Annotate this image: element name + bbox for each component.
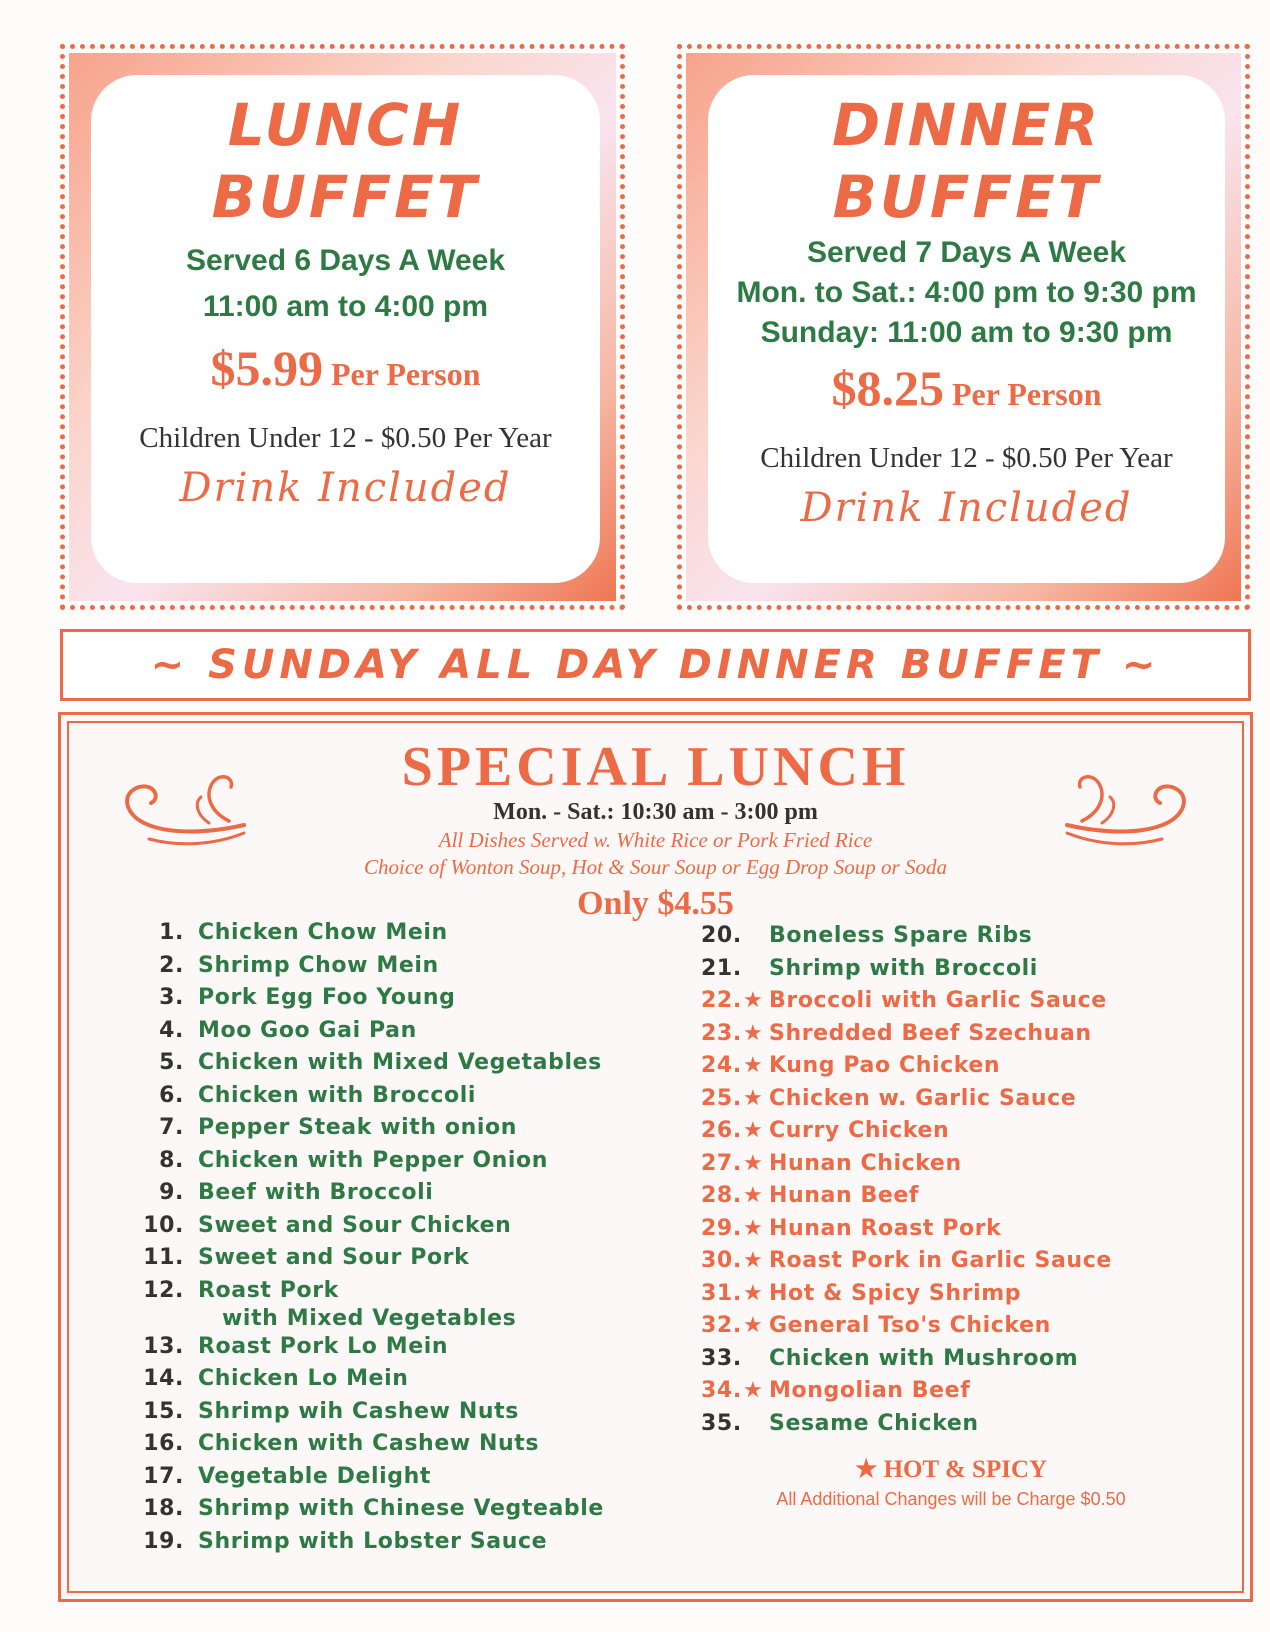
menu-item xyxy=(701,1215,1221,1248)
menu-item xyxy=(701,987,1221,1020)
menu-item-name xyxy=(198,1495,604,1528)
menu-item xyxy=(136,952,656,985)
menu-list-left xyxy=(136,919,656,1560)
menu-item xyxy=(136,1333,656,1366)
menu-item-name-text: Pork Egg Foo Young xyxy=(198,985,456,1010)
menu-item-name-text: Shrimp with Broccoli xyxy=(769,955,1038,981)
menu-item xyxy=(701,1280,1221,1313)
menu-item-name xyxy=(769,955,1038,988)
dinner-buffet-title xyxy=(708,89,1225,233)
menu-item-name-line2: with Mixed Vegetables xyxy=(222,1305,517,1331)
hot-spicy-star-icon: ★ xyxy=(743,1280,764,1306)
menu-item-name-text: Roast Pork in Garlic Sauce xyxy=(769,1248,1112,1273)
menu-item-name-text: Chicken w. Garlic Sauce xyxy=(769,1085,1077,1111)
menu-item-name-text: Chicken with Cashew Nuts xyxy=(198,1431,540,1456)
menu-item-name-text: Moo Goo Gai Pan xyxy=(198,1017,417,1043)
hot-spicy-star-icon: ★ xyxy=(743,1248,764,1273)
menu-item-name xyxy=(769,1117,949,1150)
menu-item-name-text: Shredded Beef Szechuan xyxy=(769,1020,1092,1046)
menu-item xyxy=(701,922,1221,955)
lunch-per-person: Per Person xyxy=(330,356,481,392)
menu-item-name-text: Hot & Spicy Shrimp xyxy=(769,1280,1022,1306)
special-lunch-soup-note: Choice of Wonton Soup, Hot & Sour Soup or Egg Drop Soup or Soda xyxy=(364,855,947,879)
menu-item-number: 24. xyxy=(701,1053,742,1078)
menu-item-number: 5. xyxy=(159,1050,184,1075)
menu-item-name-text: Roast Pork Lo Mein xyxy=(198,1333,449,1359)
special-lunch-hours: Mon. - Sat.: 10:30 am - 3:00 pm xyxy=(493,799,818,825)
menu-item xyxy=(136,1528,656,1561)
hot-spicy-legend: ★ HOT & SPICY xyxy=(854,1456,1048,1483)
menu-item xyxy=(136,1398,656,1431)
menu-item xyxy=(701,1377,1221,1410)
menu-item-name xyxy=(198,1082,476,1115)
hot-spicy-star-icon: ★ xyxy=(743,1313,764,1338)
lunch-served-days: Served 6 Days A Week xyxy=(185,244,506,277)
hot-spicy-star-icon: ★ xyxy=(743,1215,764,1241)
menu-item-name-text: Pepper Steak with onion xyxy=(198,1115,517,1140)
menu-item-name xyxy=(769,1345,1078,1378)
menu-item-number: 17. xyxy=(143,1463,184,1489)
menu-item xyxy=(701,1247,1221,1280)
special-lunch-rice-note: All Dishes Served w. White Rice or Pork Fried Rice xyxy=(438,828,873,852)
lunch-title-line1: LUNCH xyxy=(227,91,464,159)
menu-item xyxy=(701,1117,1221,1150)
dinner-buffet-box xyxy=(677,44,1250,610)
star-spacer xyxy=(743,955,769,988)
menu-item-number: 34. xyxy=(701,1378,742,1403)
menu-item-number: 33. xyxy=(701,1345,742,1371)
special-lunch-box xyxy=(58,712,1253,1602)
star-spacer xyxy=(743,1410,769,1443)
menu-item-name xyxy=(198,984,455,1017)
star-spacer xyxy=(743,1345,769,1378)
menu-item-number: 18. xyxy=(143,1496,184,1521)
dinner-buffet-content xyxy=(708,75,1225,583)
hot-spicy-star-icon: ★ xyxy=(743,988,764,1013)
menu-item-name-text: Chicken Lo Mein xyxy=(198,1366,409,1391)
menu-item-name xyxy=(769,1182,919,1215)
menu-item-number: 19. xyxy=(143,1528,184,1554)
menu-item-name xyxy=(769,922,1032,955)
menu-item-number: 28. xyxy=(701,1183,742,1208)
menu-item-name xyxy=(769,1410,979,1443)
menu-item-name xyxy=(198,1528,547,1561)
menu-item xyxy=(701,1345,1221,1378)
menu-item-number: 11. xyxy=(143,1245,184,1270)
menu-item xyxy=(136,1277,656,1333)
menu-item xyxy=(701,1052,1221,1085)
dinner-price-row xyxy=(708,357,1225,432)
menu-item-number: 12. xyxy=(143,1277,184,1303)
hot-spicy-star-icon: ★ xyxy=(743,1053,764,1078)
lunch-price-row xyxy=(91,337,600,412)
menu-item xyxy=(136,1082,656,1115)
menu-item-number: 23. xyxy=(701,1020,742,1046)
menu-item-name xyxy=(769,1312,1051,1345)
menu-item-name-text: Shrimp with Chinese Vegteable xyxy=(198,1496,604,1521)
additional-charge-note: All Additional Changes will be Charge $0.50 xyxy=(776,1489,1126,1509)
menu-item-name-text: Vegetable Delight xyxy=(198,1463,432,1489)
dinner-per-person: Per Person xyxy=(951,376,1102,412)
menu-item-name xyxy=(198,919,448,952)
menu-item-number: 25. xyxy=(701,1085,742,1111)
menu-item-name-text: Mongolian Beef xyxy=(769,1378,971,1403)
special-lunch-title: SPECIAL LUNCH xyxy=(401,736,910,798)
menu-item xyxy=(136,1463,656,1496)
hot-spicy-star-icon: ★ xyxy=(743,1150,764,1176)
menu-item-name-text: Roast Pork xyxy=(198,1277,339,1303)
menu-item-name-text: Chicken with Broccoli xyxy=(198,1082,476,1108)
menu-item-name-text: Shrimp wih Cashew Nuts xyxy=(198,1398,519,1424)
hot-spicy-star-icon: ★ xyxy=(743,1118,764,1143)
lunch-buffet-content xyxy=(91,75,600,583)
menu-item xyxy=(136,919,656,952)
menu-item-name-text: Hunan Beef xyxy=(769,1183,920,1208)
menu-item xyxy=(136,1495,656,1528)
menu-item-name xyxy=(198,1430,539,1463)
menu-list-right xyxy=(701,922,1221,1442)
menu-item xyxy=(136,1049,656,1082)
menu-item xyxy=(136,1114,656,1147)
menu-item-number: 14. xyxy=(143,1366,184,1391)
menu-item-name xyxy=(769,1085,1076,1118)
menu-item-number: 4. xyxy=(159,1017,184,1043)
menu-item-name xyxy=(769,1215,1001,1248)
menu-item-name xyxy=(198,1147,548,1180)
menu-item xyxy=(136,1430,656,1463)
menu-item-name-text: Shrimp with Lobster Sauce xyxy=(198,1528,548,1554)
menu-item xyxy=(136,1244,656,1277)
lunch-buffet-box xyxy=(60,44,625,610)
lunch-buffet-title xyxy=(91,89,600,233)
menu-item-name xyxy=(769,1052,1000,1085)
menu-item-number: 29. xyxy=(701,1215,742,1241)
menu-item-number: 16. xyxy=(143,1431,184,1456)
menu-item-name-text: General Tso's Chicken xyxy=(769,1313,1051,1338)
menu-item xyxy=(701,1182,1221,1215)
menu-item-number: 20. xyxy=(701,923,742,948)
menu-item-name xyxy=(198,1365,408,1398)
menu-item-name xyxy=(769,1377,970,1410)
dinner-title-line2: BUFFET xyxy=(832,163,1101,231)
hot-spicy-star-icon: ★ xyxy=(743,1085,764,1111)
lunch-children-price: Children Under 12 - $0.50 Per Year xyxy=(139,422,552,454)
menu-item-name xyxy=(769,987,1107,1020)
menu-item xyxy=(136,1017,656,1050)
dinner-title-line1: DINNER xyxy=(831,91,1102,159)
menu-item-name xyxy=(198,1212,511,1245)
menu-item-name xyxy=(198,1244,469,1277)
menu-item-name xyxy=(198,1114,517,1147)
star-spacer xyxy=(743,922,769,955)
menu-item xyxy=(701,1150,1221,1183)
menu-item-name xyxy=(769,1020,1092,1053)
menu-item-number: 8. xyxy=(159,1147,184,1173)
menu-item-number: 35. xyxy=(701,1410,742,1436)
menu-item-name xyxy=(198,1398,519,1431)
menu-item-name-text: Chicken with Mixed Vegetables xyxy=(198,1050,602,1075)
hot-spicy-star-icon: ★ xyxy=(743,1378,764,1403)
menu-item xyxy=(701,1020,1221,1053)
menu-item xyxy=(136,1147,656,1180)
dinner-drink-included: Drink Included xyxy=(800,485,1133,531)
menu-item-number: 21. xyxy=(701,955,742,981)
lunch-price: $5.99 xyxy=(210,340,323,396)
menu-item-number: 15. xyxy=(143,1398,184,1424)
menu-item-name-text: Boneless Spare Ribs xyxy=(769,923,1033,948)
lunch-drink-included: Drink Included xyxy=(179,465,512,511)
menu-item-name xyxy=(198,1277,516,1333)
menu-item-name xyxy=(769,1150,962,1183)
menu-item-name xyxy=(198,1333,448,1366)
menu-item-number: 2. xyxy=(159,952,184,978)
menu-item xyxy=(701,1085,1221,1118)
menu-item-number: 7. xyxy=(159,1115,184,1140)
menu-item-name-text: Kung Pao Chicken xyxy=(769,1053,1001,1078)
menu-item xyxy=(136,1365,656,1398)
menu-item-number: 13. xyxy=(143,1333,184,1359)
menu-item-number: 27. xyxy=(701,1150,742,1176)
menu-item-name-text: Sesame Chicken xyxy=(769,1410,979,1436)
menu-item-number: 1. xyxy=(159,920,184,945)
dinner-price: $8.25 xyxy=(831,360,944,416)
menu-item xyxy=(701,1312,1221,1345)
menu-item-number: 22. xyxy=(701,988,742,1013)
menu-item-name-text: Curry Chicken xyxy=(769,1118,950,1143)
menu-item-name-text: Chicken with Mushroom xyxy=(769,1345,1079,1371)
menu-item xyxy=(701,955,1221,988)
menu-item-name xyxy=(769,1247,1112,1280)
menu-item-name-text: Chicken with Pepper Onion xyxy=(198,1147,549,1173)
sunday-dinner-banner: ~ SUNDAY ALL DAY DINNER BUFFET ~ xyxy=(60,629,1251,701)
menu-item-name-text: Shrimp Chow Mein xyxy=(198,952,439,978)
menu-item-name xyxy=(198,1049,602,1082)
menu-item-number: 3. xyxy=(159,985,184,1010)
dinner-served-days: Served 7 Days A Week xyxy=(806,236,1127,269)
dinner-hours-sunday: Sunday: 11:00 am to 9:30 pm xyxy=(760,316,1173,349)
menu-item-name xyxy=(198,1017,417,1050)
dinner-hours-weekday: Mon. to Sat.: 4:00 pm to 9:30 pm xyxy=(736,276,1197,309)
menu-item-number: 10. xyxy=(143,1212,184,1238)
menu-item-name-text: Hunan Roast Pork xyxy=(769,1215,1002,1241)
menu-item-name xyxy=(769,1280,1021,1313)
menu-item-number: 26. xyxy=(701,1118,742,1143)
menu-item-number: 32. xyxy=(701,1313,742,1338)
special-lunch-price: Only $4.55 xyxy=(577,885,734,922)
menu-item-name-text: Chicken Chow Mein xyxy=(198,920,448,945)
menu-item xyxy=(136,1179,656,1212)
menu-item-name xyxy=(198,1179,433,1212)
menu-item-name-text: Sweet and Sour Chicken xyxy=(198,1212,512,1238)
menu-item-number: 9. xyxy=(159,1180,184,1205)
dinner-children-price: Children Under 12 - $0.50 Per Year xyxy=(760,442,1173,474)
menu-item-number: 6. xyxy=(159,1082,184,1108)
menu-item-number: 30. xyxy=(701,1248,742,1273)
menu-item xyxy=(701,1410,1221,1443)
hot-spicy-star-icon: ★ xyxy=(743,1020,764,1046)
menu-item-name xyxy=(198,952,439,985)
hot-spicy-star-icon: ★ xyxy=(743,1183,764,1208)
menu-item-number: 31. xyxy=(701,1280,742,1306)
menu-item-name-text: Sweet and Sour Pork xyxy=(198,1245,470,1270)
menu-item-name-text: Hunan Chicken xyxy=(769,1150,962,1176)
menu-item-name xyxy=(198,1463,431,1496)
menu-item-name-text: Beef with Broccoli xyxy=(198,1180,434,1205)
menu-item-name-text: Broccoli with Garlic Sauce xyxy=(769,988,1107,1013)
menu-item xyxy=(136,1212,656,1245)
menu-item xyxy=(136,984,656,1017)
lunch-hours: 11:00 am to 4:00 pm xyxy=(202,290,489,323)
lunch-title-line2: BUFFET xyxy=(211,163,480,231)
